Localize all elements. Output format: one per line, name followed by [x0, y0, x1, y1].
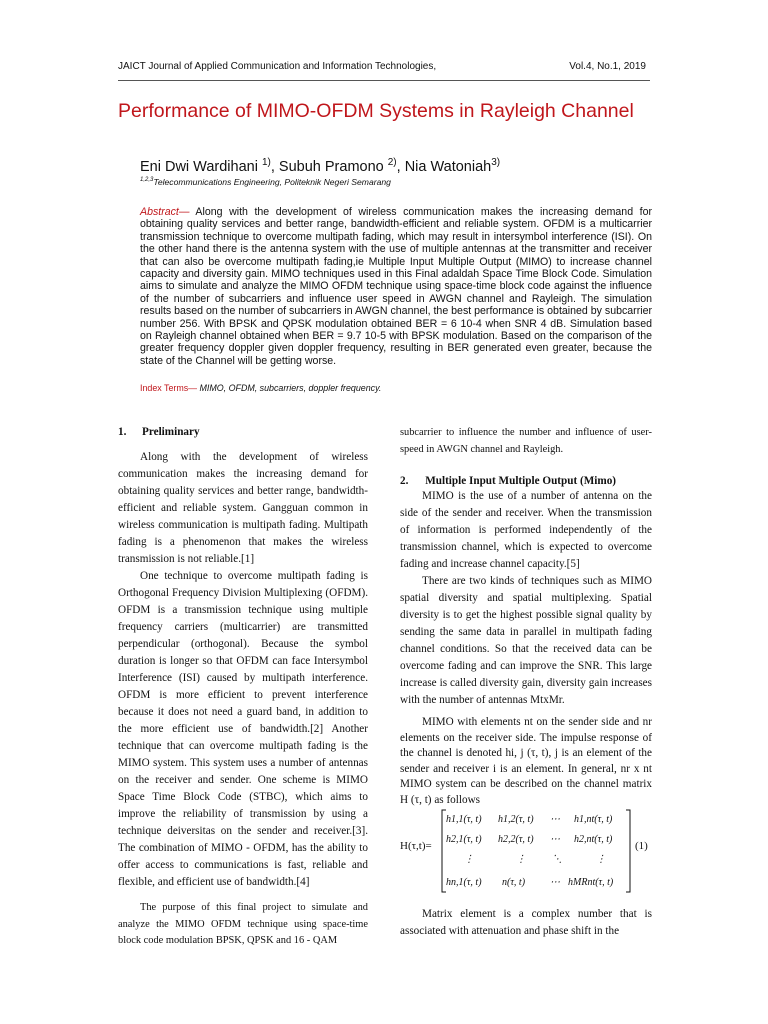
matrix-cell: ⋮	[516, 854, 526, 865]
matrix-cell: h2,1(τ, t)	[446, 834, 482, 845]
matrix-cell: h2,2(τ, t)	[498, 834, 534, 845]
journal-header: JAICT Journal of Applied Communication and Information Technologies,	[118, 61, 437, 72]
matrix-cell: hn,1(τ, t)	[446, 877, 482, 888]
section-2-paragraph-2: There are two kinds of techniques such as MIMO spatial diversity and spatial multiplexing. Spatial diversity is to get the highest possible signal quality by sending the same data in parallel in multipath fading channel conditions. So that the received data can be overcome fading and can improve the SNR. This large increase is called diversity gain, diversity gain increases with the number of antennas MtxMr.	[400, 575, 652, 706]
abstract	[140, 206, 652, 367]
author-3: , Nia Watoniah	[396, 158, 492, 175]
author-2-mark: 2)	[387, 157, 397, 168]
affiliation-text: Telecommunications Engineering, Politeknik Negeri Semarang	[153, 177, 391, 187]
header-divider	[118, 80, 650, 81]
section-1-paragraph-2: One technique to overcome multipath fading is Orthogonal Frequency Division Multiplexing (OFDM). OFDM is a transmission technique using multiple frequency carriers (multicarrier) are transmitted perpendicular (orthogonal). Because the symbol duration is longer so that OFDM can face Intersymbol Interference (ISI) caused by multipath interference. OFDM is more efficient to prevent interference because it does not need a guard band, in addition to the more efficient use of bandwidth.[2] Another technique that can overcome multipath fading is the MIMO system. This system uses a number of antennas on the receiver and sender. One scheme is MIMO Space Time Block Code (STBC), which aims to improve the reliability of transmission by using a technique deiversitas on the sender and receiver.[3]. The combination of MIMO - OFDM, has the ability to offer access to communications is fast, reliable and flexible, and efficient use of bandwidth.[4]	[118, 570, 368, 888]
section-2-paragraph-4-text: Matrix element is a complex number that is associated with attenuation and phase shift in the	[400, 908, 652, 937]
section-1-number: 1.	[118, 426, 127, 438]
equation-number: (1)	[635, 840, 648, 852]
matrix-right-bracket	[626, 810, 630, 892]
matrix-cell: hMRnt(τ, t)	[568, 877, 614, 888]
abstract-label: Abstract—	[140, 206, 190, 218]
section-1-title: Preliminary	[142, 426, 200, 438]
paper-title: Performance of MIMO-OFDM Systems in Rayleigh Channel	[118, 100, 634, 122]
matrix-cell: h1,2(τ, t)	[498, 814, 534, 825]
matrix-cell: ⋯	[550, 814, 560, 825]
author-2: , Subuh Pramono	[270, 158, 388, 175]
section-2-paragraph-4	[400, 906, 652, 940]
section-2-paragraph-1: MIMO is the use of a number of antenna on the side of the sender and receiver. When the transmission of information is performed independently of the transmission channel, which is expected to overcome fading and increase channel capacity.[5]	[400, 490, 652, 570]
matrix-cell: h2,nt(τ, t)	[574, 834, 613, 845]
section-2-paragraph-3: MIMO with elements nt on the sender side and nr elements on the receiver side. The impulse response of the channel is denoted hi, j (τ, t), j is an element of the sender and receiver i is an element. In general, nr x nt MIMO system can be described on the channel matrix H (τ, t) as follows	[400, 716, 652, 806]
abstract-text: Along with the development of wireless communication makes the increasing demand for obtaining quality services and better range, bandwidth-efficient and reliable system. OFDM is a multicarrier transmission technique to overcome multipath fading, which may result in intersymbol interference (ISI). On the other hand there is the antenna system with the use of multiple antennas at the transmitter and receiver that can also be overcome multipath fading,ie Multiple Input Multiple Output (MIMO) to increase channel capacity and diversity gain. MIMO techniques used in this Final adaldah Space Time Block Code. Simulation aims to simulate and analyze the MIMO OFDM technique using space-time block code against the influence of the number of subcarriers and influence user speed in AWGN channel and Rayleigh. The simulation results based on the number of subcarriers in AWGN channel, the best performance is obtained by subcarrier number 256. With BPSK and QPSK modulation obtained BER = 6 10-4 when SNR 4 dB. Simulation based on Rayleigh channel obtained when BER = 9.7 10-5 with BPSK modulation. Based on the comparison of the greater frequency doppler given doppler frequency, resulting in BER generated even greater, because the state of the Channel will be getting worse.	[140, 206, 652, 367]
matrix-cell: ⋯	[550, 877, 560, 888]
matrix-cell: ⋮	[464, 854, 474, 865]
matrix-cell: ⋯	[550, 834, 560, 845]
affiliation-mark: 1,2,3	[140, 177, 154, 184]
index-terms	[140, 383, 381, 393]
right-column	[400, 488, 652, 808]
matrix-cell: h1,nt(τ, t)	[574, 814, 613, 825]
matrix-cell: ⋱	[552, 854, 562, 865]
section-1-paragraph-3-continued: subcarrier to influence the number and influence of user-speed in AWGN channel and Rayleigh.	[400, 427, 652, 455]
author-list	[140, 157, 500, 175]
equation-lhs: H(τ,t)=	[400, 840, 432, 852]
left-column	[118, 449, 368, 950]
section-1-paragraph-3: The purpose of this final project to simulate and analyze the MIMO OFDM technique using space-time block code modulation BPSK, QPSK and 16 - QAM	[118, 902, 368, 946]
author-1: Eni Dwi Wardihani	[140, 158, 262, 175]
section-2-number: 2.	[400, 475, 409, 487]
affiliation	[140, 177, 391, 187]
section-1-paragraph-1: Along with the development of wireless communication makes the increasing demand for obtaining quality services and better range, bandwidth-efficient and reliable system. Gangguan common in wireless communication is multipath fading. Multipath fading is a phenomenon that makes the wireless transmission is not reliable.[1]	[118, 451, 368, 565]
matrix-cell: ⋮	[596, 854, 606, 865]
index-terms-label: Index Terms—	[140, 383, 198, 393]
matrix-cell: h1,1(τ, t)	[446, 814, 482, 825]
channel-matrix	[440, 807, 632, 895]
matrix-cell: n(τ, t)	[502, 877, 526, 888]
author-1-mark: 1)	[261, 157, 271, 168]
index-terms-list: MIMO, OFDM, subcarriers, doppler frequency.	[197, 383, 382, 393]
section-2-title: Multiple Input Multiple Output (Mimo)	[425, 475, 617, 487]
channel-matrix-equation	[400, 807, 652, 895]
volume-info: Vol.4, No.1, 2019	[569, 61, 646, 72]
author-3-mark: 3)	[491, 157, 501, 168]
